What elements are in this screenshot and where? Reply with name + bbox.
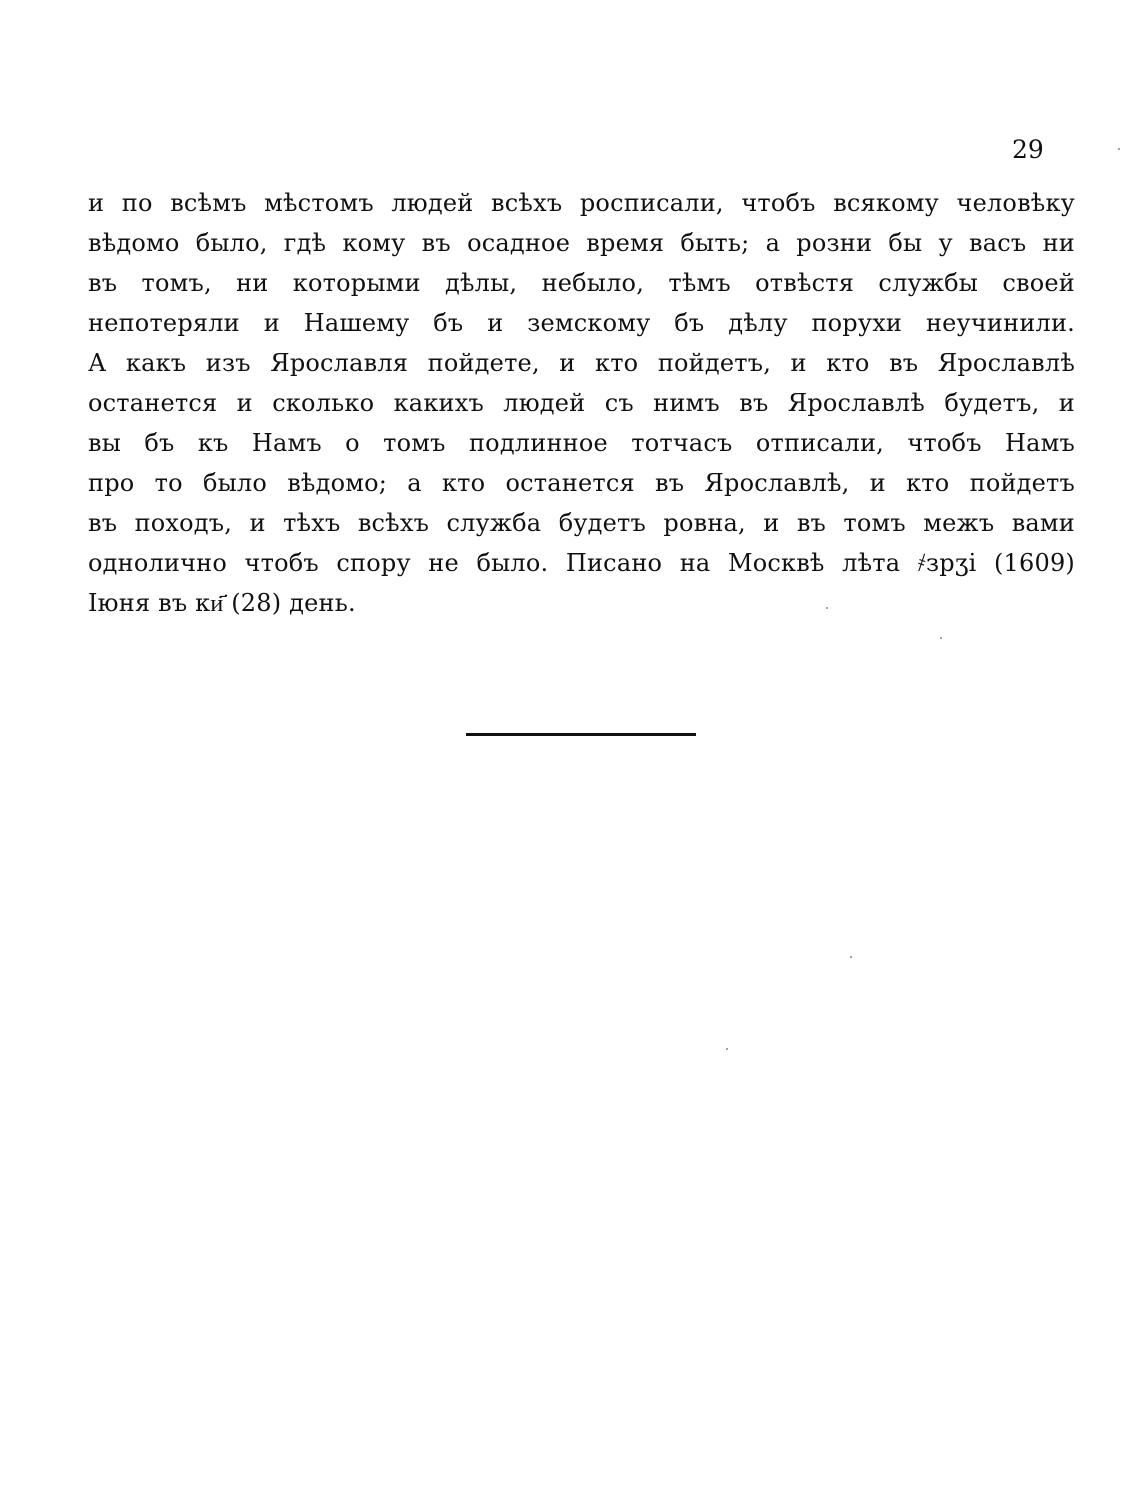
scan-speck <box>826 607 828 609</box>
text-line: въ томъ, ни которыми дѣлы, небыло, тѣмъ отвѣстя службы своей <box>88 269 1075 297</box>
scan-speck <box>940 637 942 639</box>
scan-speck <box>850 956 852 958</box>
document-text <box>88 183 1075 623</box>
text-line: одноличнo чтобъ спору не было. Писано на Москвѣ лѣта ҂зрӡі (1609) <box>88 549 1075 577</box>
text-line: останется и сколько какихъ людей съ нимъ въ Ярославлѣ будетъ, и <box>88 389 1075 417</box>
text-line: вѣдомо было, гдѣ кому въ осадное время быть; а розни бы у васъ ни <box>88 229 1075 257</box>
text-line: вы бъ къ Намъ о томъ подлинное тотчасъ отписали, чтобъ Намъ <box>88 429 1075 457</box>
text-line: въ походъ, и тѣхъ всѣхъ служба будетъ ровна, и въ томъ межъ вами <box>88 509 1075 537</box>
section-divider <box>466 733 696 736</box>
text-line: Іюня въ ки҃ (28) день. <box>88 589 356 617</box>
text-line: про то было вѣдомо; а кто останется въ Ярославлѣ, и кто пойдетъ <box>88 469 1075 497</box>
text-line: непотеряли и Нашему бъ и земскому бъ дѣлу порухи неучинили. <box>88 309 1075 337</box>
scan-speck <box>1118 148 1120 150</box>
text-line: А какъ изъ Ярославля пойдете, и кто пойдетъ, и кто въ Ярославлѣ <box>88 349 1075 377</box>
page-number: 29 <box>1012 135 1044 164</box>
scan-speck <box>726 1048 728 1050</box>
text-line: и по всѣмъ мѣстомъ людей всѣхъ росписали, чтобъ всякому человѣку <box>88 189 1075 217</box>
